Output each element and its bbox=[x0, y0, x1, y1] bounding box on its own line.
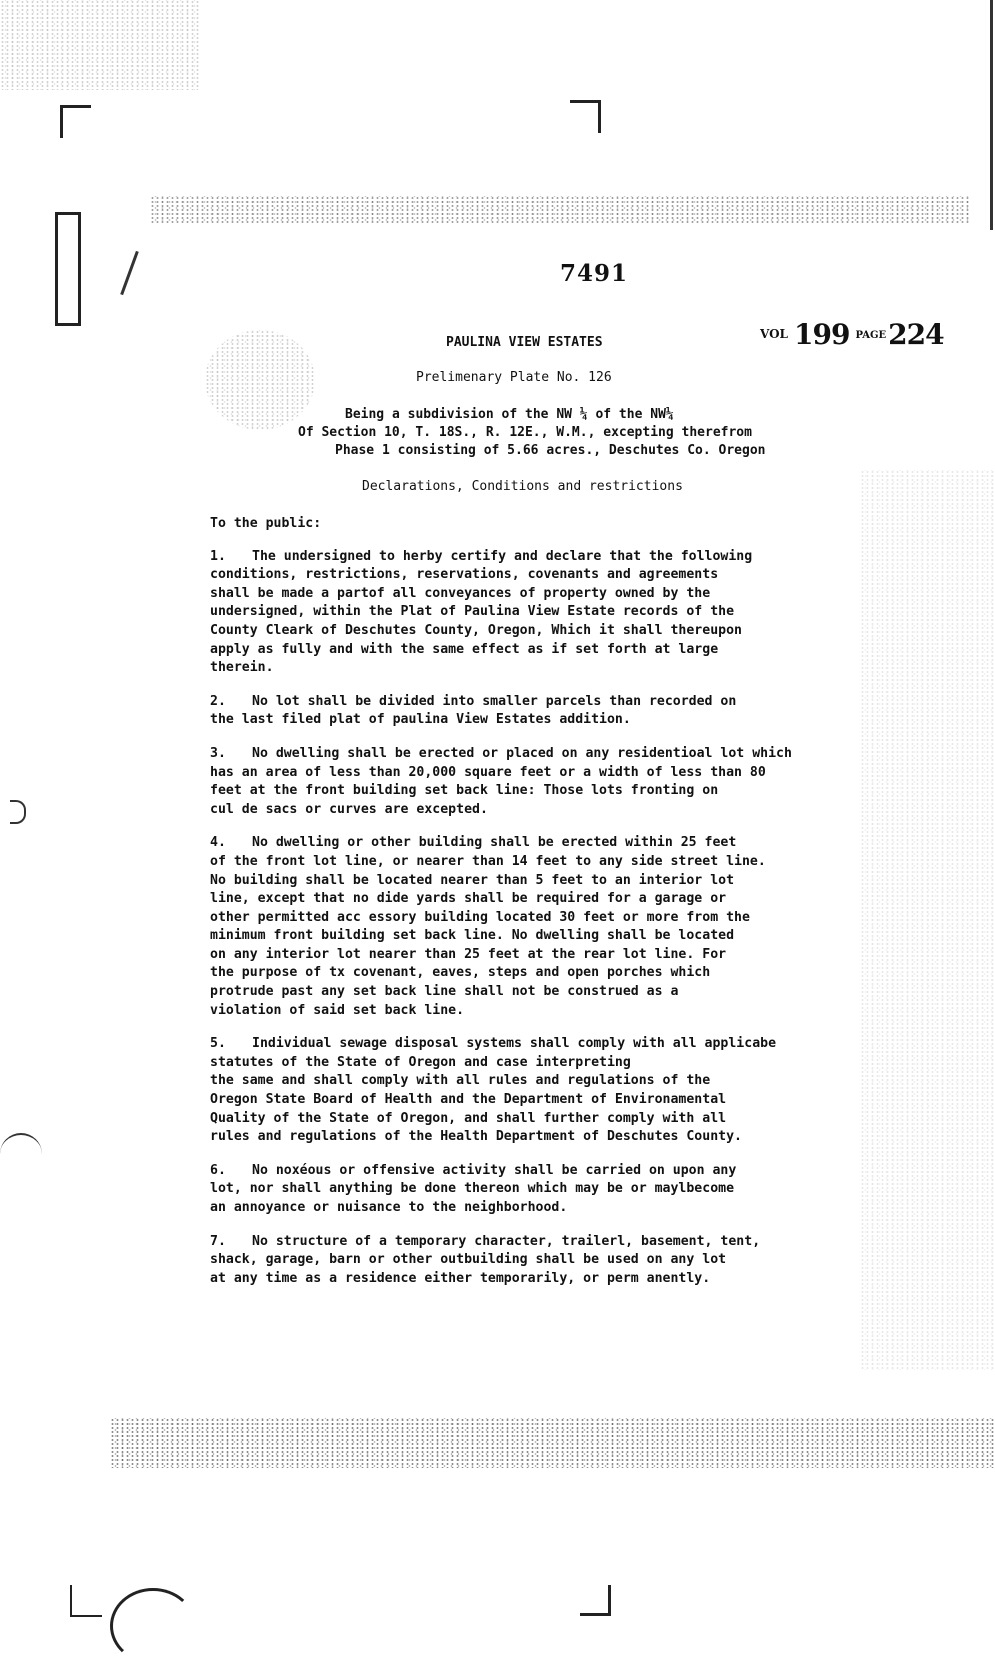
paragraph-number: 5. bbox=[210, 1036, 226, 1052]
paragraph-6 bbox=[210, 1162, 870, 1218]
handwritten-doodle bbox=[110, 1588, 196, 1664]
plate-number: Prelimenary Plate No. 126 bbox=[416, 370, 612, 385]
page-label: PAGE bbox=[855, 330, 887, 341]
page-edge-line bbox=[990, 0, 993, 230]
binder-slot bbox=[55, 212, 81, 326]
paragraph-2 bbox=[210, 693, 870, 730]
crop-mark-bottom-right bbox=[580, 1585, 611, 1616]
section-heading: Declarations, Conditions and restrictions bbox=[362, 479, 683, 494]
legal-description-line-3: Phase 1 consisting of 5.66 acres., Deschutes Co. Oregon bbox=[335, 443, 766, 458]
scan-noise-band-top bbox=[150, 196, 970, 224]
scan-smudge bbox=[205, 330, 315, 430]
margin-hook bbox=[10, 800, 26, 824]
paragraph-text: No noxéous or offensive activity shall be carried on upon any lot, nor shall anything be done thereon which may be or maylbecome an annoyance or nuisance to the neighborhood. bbox=[210, 1162, 737, 1215]
paragraph-7 bbox=[210, 1233, 870, 1289]
volume-page-reference bbox=[760, 318, 944, 351]
legal-description-line-1: Being a subdivision of the NW ¼ of the NW¼ bbox=[345, 407, 674, 422]
margin-curve bbox=[0, 1133, 42, 1157]
paragraph-1 bbox=[210, 548, 870, 678]
paragraph-text: No structure of a temporary character, trailerl, basement, tent, shack, garage, barn or other outbuilding shall be used on any lot at any time as a residence either temporarily, or perm anently. bbox=[210, 1233, 761, 1286]
paragraph-number: 1. bbox=[210, 548, 226, 564]
scan-speckle-top-left bbox=[0, 0, 200, 90]
paragraph-text: No lot shall be divided into smaller parcels than recorded on the last filed plat of paulina View Estates addition. bbox=[210, 693, 737, 728]
document-body bbox=[210, 515, 870, 1303]
paragraph-4 bbox=[210, 834, 870, 1020]
paragraph-number: 4. bbox=[210, 835, 226, 851]
document-number: 7491 bbox=[560, 260, 629, 287]
paragraph-number: 7. bbox=[210, 1233, 226, 1249]
salutation: To the public: bbox=[210, 516, 322, 531]
paragraph-text: Individual sewage disposal systems shall comply with all applicabe statutes of the State of Oregon and case interpreting the same and shall comply with all rules and regulations of the Oregon State Board of Health and the Department of Environamental Quality of the State of Oregon, and shall further comply with all rules and regulations of the Health Department of Deschutes County. bbox=[210, 1036, 777, 1145]
legal-description-line-2: Of Section 10, T. 18S., R. 12E., W.M., excepting therefrom bbox=[298, 425, 752, 440]
crop-mark-top-left bbox=[60, 105, 91, 138]
scan-speckle-right bbox=[860, 470, 995, 1370]
paragraph-text: No dwelling or other building shall be erected within 25 feet of the front lot line, or nearer than 14 feet to any side street line. No building shall be located nearer than 5 feet to an interior lot line, except that no dide yards shall be required for a garage or other permitted acc essory building located 30 feet or more from the minimum front building set back line. No dwelling shall be located on any interior lot nearer than 25 feet at the rear lot line. For the purpose of tx covenant, eaves, steps and open porches which protrude past any set back line shall not be construed as a violation of said set back line. bbox=[210, 835, 766, 1018]
document-title: PAULINA VIEW ESTATES bbox=[446, 335, 603, 350]
pen-stroke bbox=[120, 251, 139, 295]
crop-mark-top-right bbox=[570, 100, 601, 133]
paragraph-number: 2. bbox=[210, 693, 226, 709]
volume-label: VOL bbox=[760, 327, 788, 341]
paragraph-text: No dwelling shall be erected or placed on any residentioal lot which has an area of less than 20,000 square feet or a width of less than 80 feet at the front building set back line: Those lots fronting on cul de sacs or curves are excepted. bbox=[210, 745, 792, 817]
paragraph-3 bbox=[210, 745, 870, 819]
paragraph-text: The undersigned to herby certify and declare that the following conditions, restrictions, reservations, covenants and agreements shall be made a partof all conveyances of property owned by the undersigned, within the Plat of Paulina View Estate records of the County Cleark of Deschutes County, Oregon, Which it shall thereupon apply as fully and with the same effect as if set forth at large therein. bbox=[210, 548, 753, 676]
paragraph-number: 3. bbox=[210, 745, 226, 761]
volume-number: 199 bbox=[794, 318, 850, 351]
scan-noise-band-bottom bbox=[110, 1418, 995, 1468]
paragraph-5 bbox=[210, 1035, 870, 1147]
page-number: 224 bbox=[888, 318, 944, 351]
paragraph-number: 6. bbox=[210, 1162, 226, 1178]
crop-mark-bottom-left bbox=[70, 1585, 102, 1617]
